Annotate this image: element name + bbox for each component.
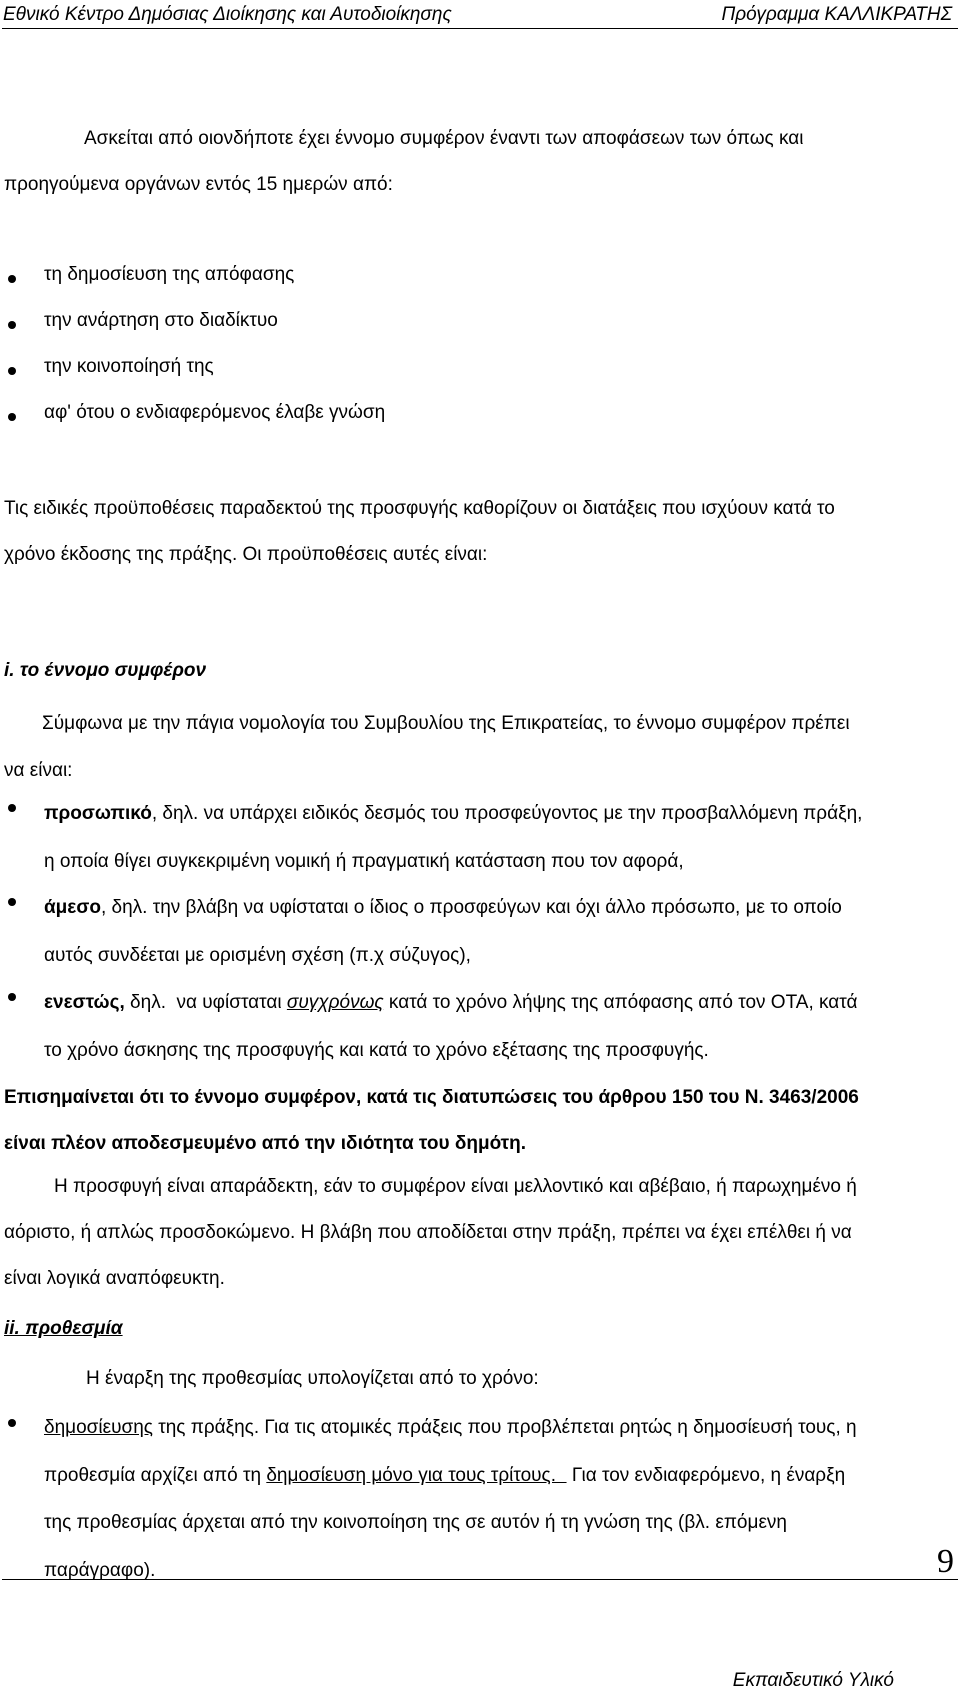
- legal-note-line-1: Επισημαίνεται ότι το έννομο συμφέρον, κατά τις διατυπώσεις του άρθρου 150 του Ν. 3463/2006: [4, 1087, 859, 1108]
- header-institution: Εθνικό Κέντρο Δημόσιας Διοίκησης και Αυτοδιοίκησης: [3, 4, 452, 25]
- conditions-paragraph: [4, 486, 956, 578]
- bullet-icon: [8, 993, 16, 1001]
- term-direct: άμεσο: [44, 897, 101, 918]
- bullet-icon: [8, 275, 16, 283]
- term-present: ενεστώς,: [44, 992, 125, 1013]
- bullet-icon: [8, 898, 16, 906]
- page-header: [0, 4, 960, 30]
- section-ii-heading: ii. προθεσμία: [4, 1318, 123, 1339]
- footer-label: Εκπαιδευτικό Υλικό: [732, 1670, 894, 1691]
- publication-third-parties: δημοσίευση μόνο για τους τρίτους.: [266, 1464, 567, 1486]
- conditions-line-1: Τις ειδικές προϋποθέσεις παραδεκτού της προσφυγής καθορίζουν οι διατάξεις που ισχύουν κατά το: [4, 498, 835, 519]
- header-rule: [2, 28, 958, 29]
- intro-line-2: προηγούμενα οργάνων εντός 15 ημερών από:: [4, 174, 393, 195]
- section-i-heading: i. το έννομο συμφέρον: [4, 660, 207, 681]
- emphasis-simultaneously: συγχρόνως: [286, 992, 384, 1013]
- section-i-line-2: να είναι:: [4, 760, 73, 781]
- legal-note: [4, 1075, 956, 1167]
- section-i-paragraph: [4, 700, 956, 794]
- conditions-line-2: χρόνο έκδοσης της πράξης. Οι προϋποθέσεις αυτές είναι:: [4, 544, 488, 565]
- page-number: 9: [937, 1543, 954, 1580]
- bullet-icon: [8, 413, 16, 421]
- intro-line-1: Ασκείται από οιονδήποτε έχει έννομο συμφέρον έναντι των αποφάσεων των όπως και: [84, 128, 804, 149]
- bullet-icon: [8, 1419, 16, 1427]
- footer-rule: [2, 1579, 958, 1580]
- bullet-icon: [8, 804, 16, 812]
- bullet-icon: [8, 367, 16, 375]
- intro-paragraph: [4, 116, 956, 208]
- term-personal: προσωπικό: [44, 803, 152, 824]
- document-page: Εθνικό Κέντρο Δημόσιας Διοίκησης και Αυτοδιοίκησης Πρόγραμμα ΚΑΛΛΙΚΡΑΤΗΣ Ασκείται από οιονδήποτε έχει έννομο συμφέρον έναντι των αποφάσεων των όπως και προηγούμενα οργάνων εντός 15 ημερών από: τη δημοσίευση της απόφασης την ανάρτηση στο διαδίκτυο την κοινοποίησή της αφ' ότου ο ενδιαφερόμενος έλαβε γνώση Τις ειδικές προϋποθέσεις παραδεκτού της προσφυγής καθορίζουν οι διατάξεις που ισχύουν κατά το χρόνο έκδοσης της πράξης. Οι προϋποθέσεις αυτές είναι: i. το έννομο συμφέρον Σύμφωνα με την πάγια νομολογία του Συμβουλίου της Επικρατείας, το έννομο συμφέρον πρέπει να είναι: προσωπικό, δηλ. να υπάρχει ειδικός δεσμός του προσφεύγοντος με την προσβαλλόμενη πράξη, η οποία θίγει συγκεκριμένη νομική ή πραγματική κατάσταση που τον αφορά, άμεσο, δηλ. την βλάβη να υφίσταται ο ίδιος ο προσφεύγων και όχι άλλο πρόσωπο, με το οποίο αυτός συνδέεται με ορισμένη σχέση (π.χ σύζυγος), ενεστώς, δηλ. να υφίσταται συγχρόνως κατά το χρόνο λήψης της απόφασης από τον ΟΤΑ, κατά το χρόνο άσκησης της προσφυγής και κατά το χρόνο εξέτασης της προσφυγής. Επισημαίνεται ότι το έννομο συμφέρον, κατά τις διατυπώσεις του άρθρου 150 του Ν. 3463/2006 είναι πλέον αποδεσμευμένο από την ιδιότητα του δημότη. Η προσφυγή είναι απαράδεκτη, εάν το συμφέρον είναι μελλοντικό και αβέβαιο, ή παρωχημένο ή αόριστο, ή απλώς προσδοκώμενο. Η βλάβη που αποδίδεται στην πράξη, πρέπει να έχει επέλθει ή να είναι λογικά αναπόφευκτη. ii. προθεσμία Η έναρξη της προθεσμίας υπολογίζεται από το χρόνο: δημοσίευσης της πράξης. Για τις ατομικές πράξεις που προβλέπεται ρητώς η δημοσίευσή τους, η προθεσμία αρχίζει από τη δημοσίευση μόνο για τους τρίτους. Για τον ενδιαφερόμενο, η έναρξη της προθεσμίας άρχεται από την κοινοποίηση της σε αυτόν ή τη γνώση της (βλ. επόμενη παράγραφο). 9 Εκπαιδευτικό Υλικό: [0, 0, 960, 1700]
- section-i-line-1: Σύμφωνα με την πάγια νομολογία του Συμβουλίου της Επικρατείας, το έννομο συμφέρον πρέπει: [42, 713, 850, 734]
- legal-note-line-2: είναι πλέον αποδεσμευμένο από την ιδιότητα του δημότη.: [4, 1133, 527, 1154]
- bullet-icon: [8, 321, 16, 329]
- header-program: Πρόγραμμα ΚΑΛΛΙΚΡΑΤΗΣ: [721, 4, 952, 25]
- term-publication: δημοσίευσης: [44, 1417, 153, 1438]
- inadmissibility-paragraph: Η προσφυγή είναι απαράδεκτη, εάν το συμφέρον είναι μελλοντικό και αβέβαιο, ή παρωχημένο ή αόριστο, ή απλώς προσδοκώμενο. Η βλάβη που αποδίδεται στην πράξη, πρέπει να έχει επέλθει ή να είναι λογικά αναπόφευκτη.: [4, 1176, 857, 1289]
- section-ii-paragraph: Η έναρξη της προθεσμίας υπολογίζεται από το χρόνο:: [86, 1368, 539, 1389]
